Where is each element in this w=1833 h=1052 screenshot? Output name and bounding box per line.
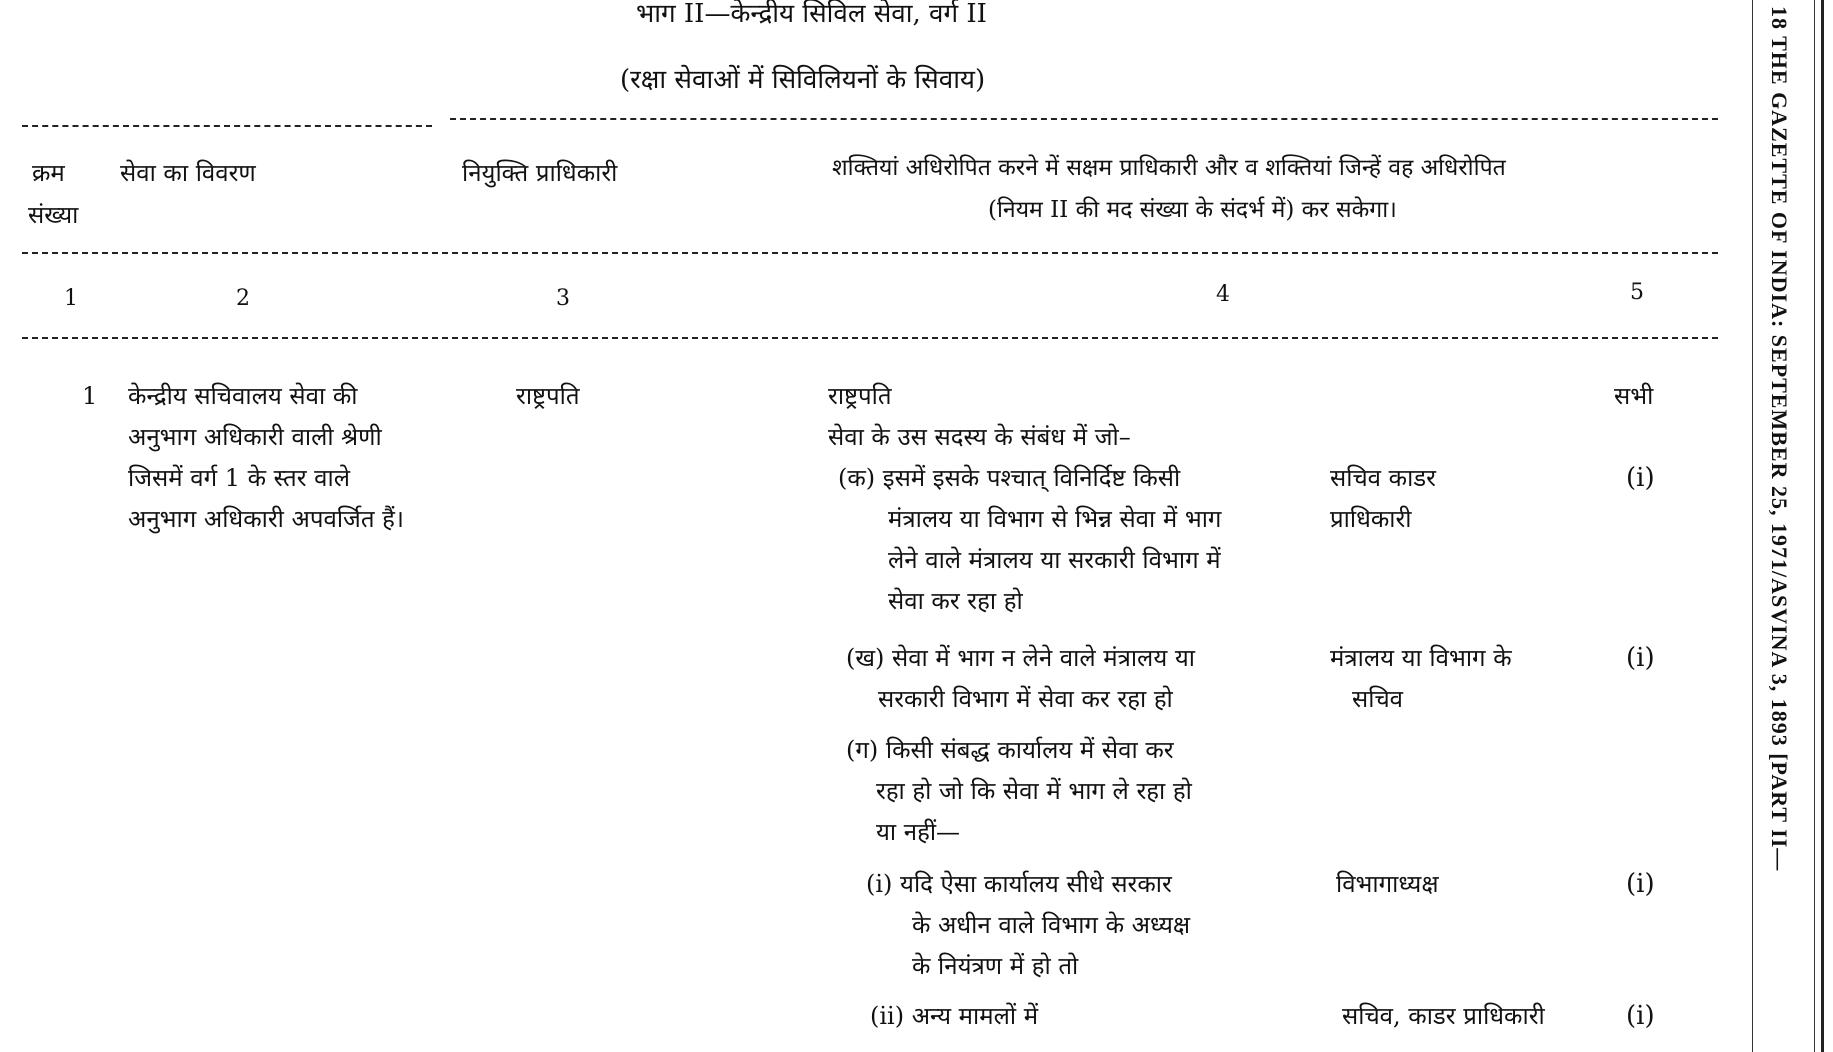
clause-i-authority: विभागाध्यक्ष <box>1336 870 1439 898</box>
col-header-authority-2: (नियम II की मद संख्या के संदर्भ में) कर सकेगा। <box>988 197 1397 223</box>
clause-kha-authority-line: सचिव <box>1352 685 1404 713</box>
clause-ka-line: (क) इसमें इसके पश्चात् विनिर्दिष्ट किसी <box>838 464 1181 492</box>
clause-ka-line: मंत्रालय या विभाग से भिन्न सेवा में भाग <box>888 505 1222 533</box>
clause-ka-authority-line: प्राधिकारी <box>1330 505 1412 533</box>
clause-ka-authority-line: सचिव काडर <box>1330 464 1436 492</box>
col-number-1: 1 <box>64 286 78 311</box>
col-header-serial-1: क्रम <box>32 159 65 187</box>
clause-kha-line: सरकारी विभाग में सेवा कर रहा हो <box>878 685 1173 713</box>
col-header-authority-1: शक्तियां अधिरोपित करने में सक्षम प्राधिकारी और व शक्तियां जिन्हें वह अधिरोपित <box>832 155 1506 181</box>
col-number-2: 2 <box>236 286 250 311</box>
clause-ka-line: सेवा कर रहा हो <box>888 587 1023 615</box>
authority-intro: सेवा के उस सदस्य के संबंध में जो– <box>828 423 1131 451</box>
col-number-5: 5 <box>1630 280 1644 305</box>
row-serial: 1 <box>82 382 98 410</box>
running-header: 18 THE GAZETTE OF INDIA: SEPTEMBER 25, 1971/ASVINA 3, 1893 [PART II— <box>1767 6 1792 872</box>
col-number-3: 3 <box>556 286 570 311</box>
clause-i-line: (i) यदि ऐसा कार्यालय सीधे सरकार <box>866 870 1172 898</box>
table-top-rule-right <box>450 118 1718 120</box>
page-title: भाग II—केन्द्रीय सिविल सेवा, वर्ग II <box>636 0 987 29</box>
clause-ga-line: या नहीं— <box>876 818 961 846</box>
clause-ka <box>838 458 1221 622</box>
authority-top: राष्ट्रपति <box>828 382 892 410</box>
clause-kha-line: (ख) सेवा में भाग न लेने वाले मंत्रालय या <box>846 644 1196 672</box>
service-line: अनुभाग अधिकारी अपवर्जित हैं। <box>128 505 404 533</box>
appointing-authority: राष्ट्रपति <box>516 382 580 410</box>
clause-ga-line: रहा हो जो कि सेवा में भाग ले रहा हो <box>876 777 1192 805</box>
service-line: अनुभाग अधिकारी वाली श्रेणी <box>128 423 382 451</box>
col-header-service: सेवा का विवरण <box>120 159 256 187</box>
col-header-appointing: नियुक्ति प्राधिकारी <box>462 159 618 187</box>
clause-ii: (ii) अन्य मामलों में <box>870 1002 1039 1030</box>
service-description <box>128 376 404 540</box>
page-subtitle: (रक्षा सेवाओं में सिविलियनों के सिवाय) <box>620 65 986 95</box>
clause-ga-line: (ग) किसी संबद्ध कार्यालय में सेवा कर <box>846 736 1174 764</box>
header-bottom-rule <box>22 252 1718 254</box>
col-header-serial-2: संख्या <box>28 201 79 229</box>
service-line: जिसमें वर्ग 1 के स्तर वाले <box>128 464 350 492</box>
clause-ga <box>846 730 1192 853</box>
clause-ka-penalty: (i) <box>1626 463 1655 493</box>
clause-ka-line: लेने वाले मंत्रालय या सरकारी विभाग में <box>888 546 1221 574</box>
clause-i <box>866 864 1190 987</box>
col-number-4: 4 <box>1216 282 1230 307</box>
penalties-all: सभी <box>1614 382 1654 410</box>
service-line: केन्द्रीय सचिवालय सेवा की <box>128 382 358 410</box>
clause-ii-authority: सचिव, काडर प्राधिकारी <box>1342 1002 1545 1030</box>
colnum-bottom-rule <box>22 337 1718 339</box>
clause-kha-penalty: (i) <box>1626 643 1655 673</box>
clause-i-penalty: (i) <box>1626 869 1655 899</box>
clause-ka-authority <box>1330 458 1436 540</box>
clause-kha-authority-line: मंत्रालय या विभाग के <box>1330 644 1512 672</box>
clause-i-line: के अधीन वाले विभाग के अध्यक्ष <box>912 911 1191 939</box>
clause-kha <box>846 638 1195 720</box>
table-top-rule-left <box>22 125 432 127</box>
clause-kha-authority <box>1330 638 1512 720</box>
clause-i-line: के नियंत्रण में हो तो <box>912 952 1079 980</box>
clause-ii-penalty: (i) <box>1626 1001 1655 1031</box>
